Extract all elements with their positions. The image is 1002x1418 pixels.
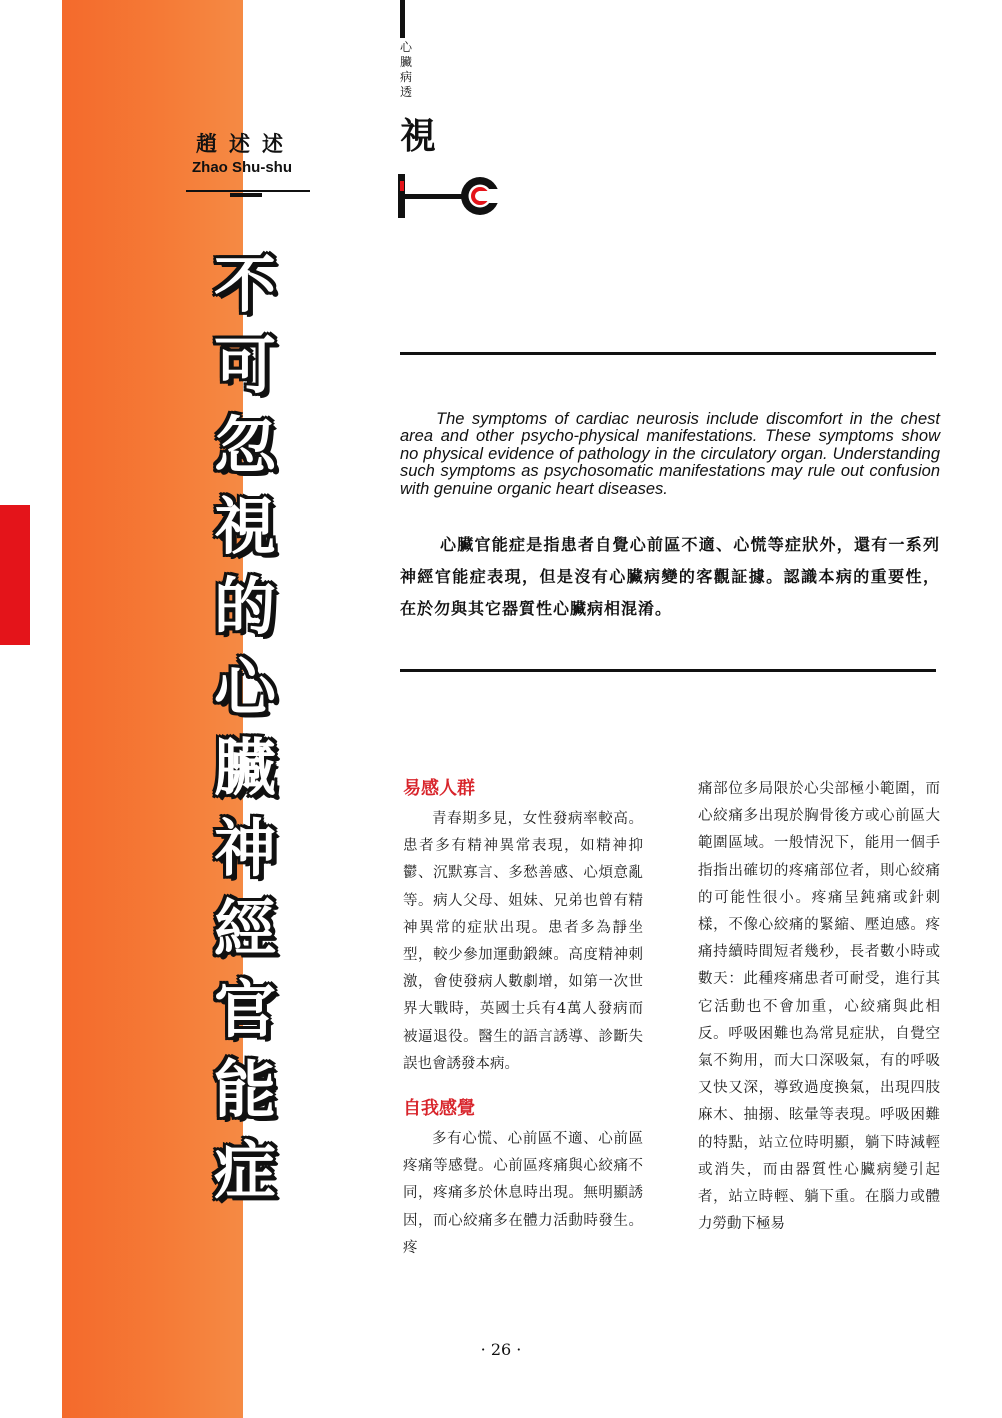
title-char: 經 (213, 892, 276, 965)
column-marker-line (400, 0, 405, 38)
body-column-left (403, 776, 643, 1262)
hc-logo-icon (398, 172, 508, 220)
author-name-chinese: 趙述述 (196, 132, 295, 156)
column-name-char: 透 (399, 85, 412, 99)
title-char: 的 (213, 570, 276, 643)
column-name-big-char: 視 (399, 115, 436, 157)
column-name-vertical (398, 40, 414, 100)
page-number: · 26 · (480, 1340, 522, 1359)
title-char: 視 (213, 489, 276, 563)
author-underline (186, 190, 310, 192)
title-char: 心 (213, 650, 276, 724)
column-name-char: 臟 (399, 55, 412, 69)
page-edge-tab (0, 505, 30, 645)
column-name-char: 病 (399, 70, 412, 84)
abstract-chinese: 心臟官能症是指患者自覺心前區不適、心慌等症狀外，還有一系列神經官能症表現，但是沒有心臟病變的客觀証據。認識本病的重要性，在於勿與其它器質性心臟病相混淆。 (400, 535, 940, 618)
title-char: 忽 (213, 409, 276, 482)
article-title (205, 245, 285, 1211)
title-char: 神 (213, 811, 276, 885)
title-char: 能 (213, 1053, 276, 1126)
title-char: 症 (213, 1133, 276, 1207)
body-column-right (698, 776, 940, 1238)
title-char: 官 (213, 972, 276, 1046)
author-underline-tick (230, 193, 262, 197)
abstract-top-rule (400, 352, 936, 355)
section-text-self-perception-part1: 多有心慌、心前區不適、心前區疼痛等感覺。心前區疼痛與心絞痛不同，疼痛多於休息時出現。無明顯誘因，而心絞痛多在體力活動時發生。疼 (403, 1131, 643, 1256)
column-name-char: 心 (399, 40, 412, 54)
author-name-english: Zhao Shu-shu (192, 159, 292, 176)
section-text-self-perception-part2: 痛部位多局限於心尖部極小範圍，而心絞痛多出現於胸骨後方或心前區大範圍區域。一般情況下，能用一個手指指出確切的疼痛部位者，則心絞痛的可能性很小。疼痛呈鈍痛或針刺樣，不像心絞痛的緊縮、壓迫感。疼痛持續時間短者幾秒，長者數小時或數天：此種疼痛患者可耐受，進行其它活動也不會加重，心絞痛與此相反。呼吸困難也為常見症狀，自覺空氣不夠用，而大口深吸氣，有的呼吸又快又深，導致過度換氣，出現四肢麻木、抽搦、眩暈等表現。呼吸困難的特點，站立位時明顯，躺下時減輕或消失，而由器質性心臟病變引起者，站立時輕、躺下重。在腦力或體力勞動下極易 (698, 781, 940, 1233)
section-heading-self-perception: 自我感覺 (403, 1098, 475, 1120)
abstract-bottom-rule (400, 669, 936, 672)
title-char: 不 (213, 248, 276, 321)
abstract-english: The symptoms of cardiac neurosis include discomfort in the chest area and other psycho-physical manifestations. These symptoms show no physical evidence of pathology in the circulatory organ. Understanding such symptoms as psychosomatic manifestations may rule out confusion with genuine organic heart diseases. (400, 409, 940, 498)
title-char: 可 (213, 328, 276, 402)
section-heading-susceptible-groups: 易感人群 (403, 778, 475, 799)
section-text-susceptible-groups: 青春期多見，女性發病率較高。患者多有精神異常表現，如精神抑鬱、沉默寡言、多愁善感、心煩意亂等。病人父母、姐妹、兄弟也曾有精神異常的症狀出現。患者多為靜坐型，較少參加運動鍛練。高度精神刺激，會使發病人數劇增，如第一次世界大戰時，英國士兵有4萬人發病而被逼退役。醫生的語言誘導、診斷失誤也會誘發本病。 (403, 811, 643, 1072)
title-char: 臟 (213, 731, 276, 804)
